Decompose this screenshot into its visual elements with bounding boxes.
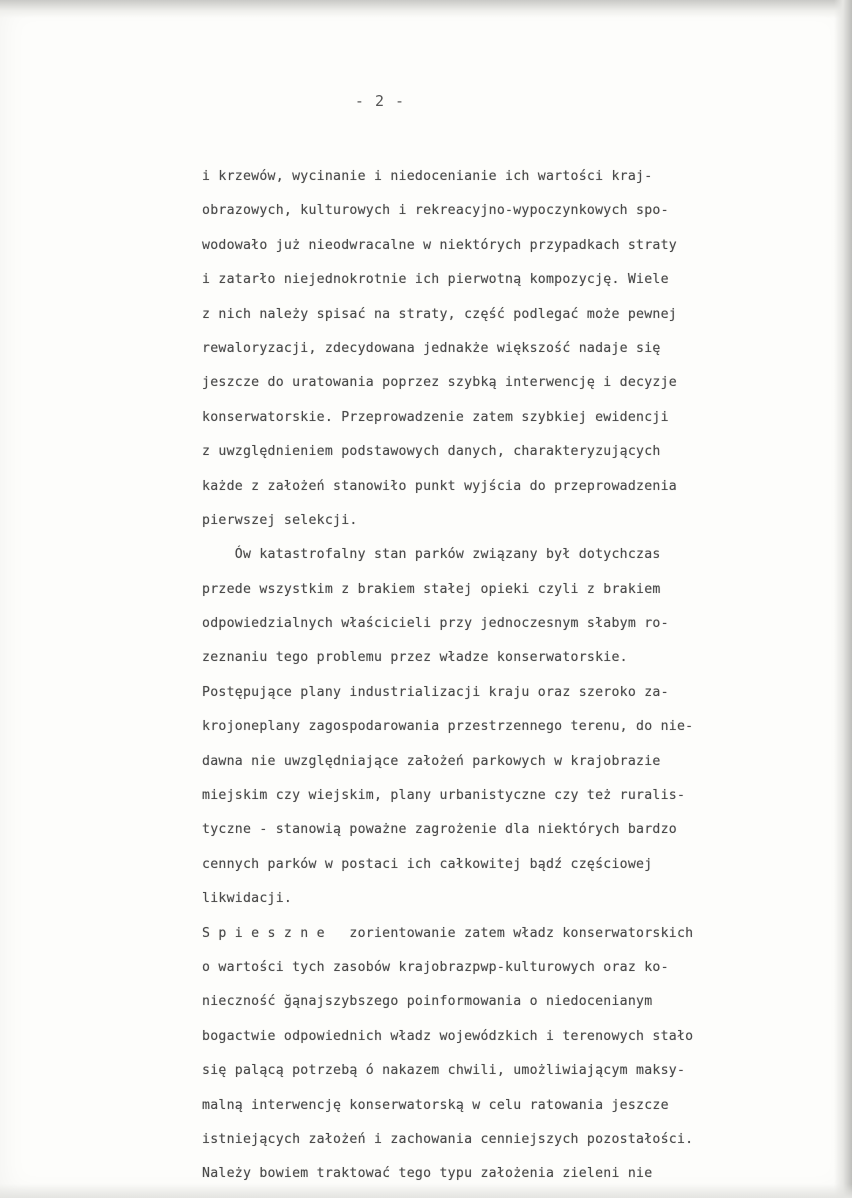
text-line: wodowało już nieodwracalne w niektórych przypadkach straty [202,237,677,253]
text-line: z uwzględnieniem podstawowych danych, charakteryzujących [202,444,661,460]
text-line: jeszcze do uratowania poprzez szybką interwencję i decyzje [202,375,677,391]
text-line: obrazowych, kulturowych i rekreacyjno-wypoczynkowych spo- [202,203,669,219]
text-line: miejskim czy wiejskim, plany urbanistyczne czy też ruralis- [202,788,686,804]
page-number: - 2 - [354,92,406,110]
text-line: i zatarło niejednokrotnie ich pierwotną kompozycję. Wiele [202,272,669,288]
scan-edge-right [834,0,852,1198]
text-line: dawna nie uwzględniające założeń parkowych w krajobrazie [202,753,661,769]
text-line: przede wszystkim z brakiem stałej opieki czyli z brakiem [202,581,661,597]
text-line: i krzewów, wycinanie i niedocenianie ich wartości kraj- [202,169,653,184]
text-line: Postępujące plany industrializacji kraju oraz szeroko za- [202,684,669,700]
text-line: istniejących założeń i zachowania cenniejszych pozostałości. [202,1131,694,1147]
text-line: malną interwencję konserwatorską w celu ratowania jeszcze [202,1097,669,1113]
text-line: Ów katastrofalny stan parków związany był dotychczas [202,547,661,563]
text-line: zeznaniu tego problemu przez władze konserwatorskie. [202,650,628,666]
text-line: odpowiedzialnych właścicieli przy jednoczesnym słabym ro- [202,616,669,632]
text-line: z nich należy spisać na straty, część podlegać może pewnej [202,306,677,322]
text-line: pierwszej selekcji. [202,512,358,528]
text-line: nieczność ğąnajszybszego poinformowania o niedocenianym [202,994,653,1010]
text-line: konserwatorskie. Przeprowadzenie zatem szybkiej ewidencji [202,409,669,425]
text-line: tyczne - stanowią poważne zagrożenie dla niektórych bardzo [202,822,677,838]
text-line: bogactwie odpowiednich władz wojewódzkich i terenowych stało [202,1028,694,1044]
text-line: cennych parków w postaci ich całkowitej bądź częściowej [202,856,653,872]
text-line: o wartości tych zasobów krajobrazpwp-kulturowych oraz ko- [202,959,669,975]
text-line: się palącą potrzebą ó nakazem chwili, umożliwiającym maksy- [202,1063,686,1079]
text-line: S p i e s z n e zorientowanie zatem władz konserwatorskich [202,925,694,941]
text-line: Należy bowiem traktować tego typu założenia zieleni nie [202,1166,653,1182]
scan-edge-top [0,0,852,18]
text-line: likwidacji. [202,891,293,907]
text-line: rewaloryzacji, zdecydowana jednakże większość nadaje się [202,340,661,356]
text-line: każde z założeń stanowiło punkt wyjścia do przeprowadzenia [202,478,677,494]
text-line: krojoneplany zagospodarowania przestrzennego terenu, do nie- [202,719,694,735]
body-text [202,160,832,1192]
